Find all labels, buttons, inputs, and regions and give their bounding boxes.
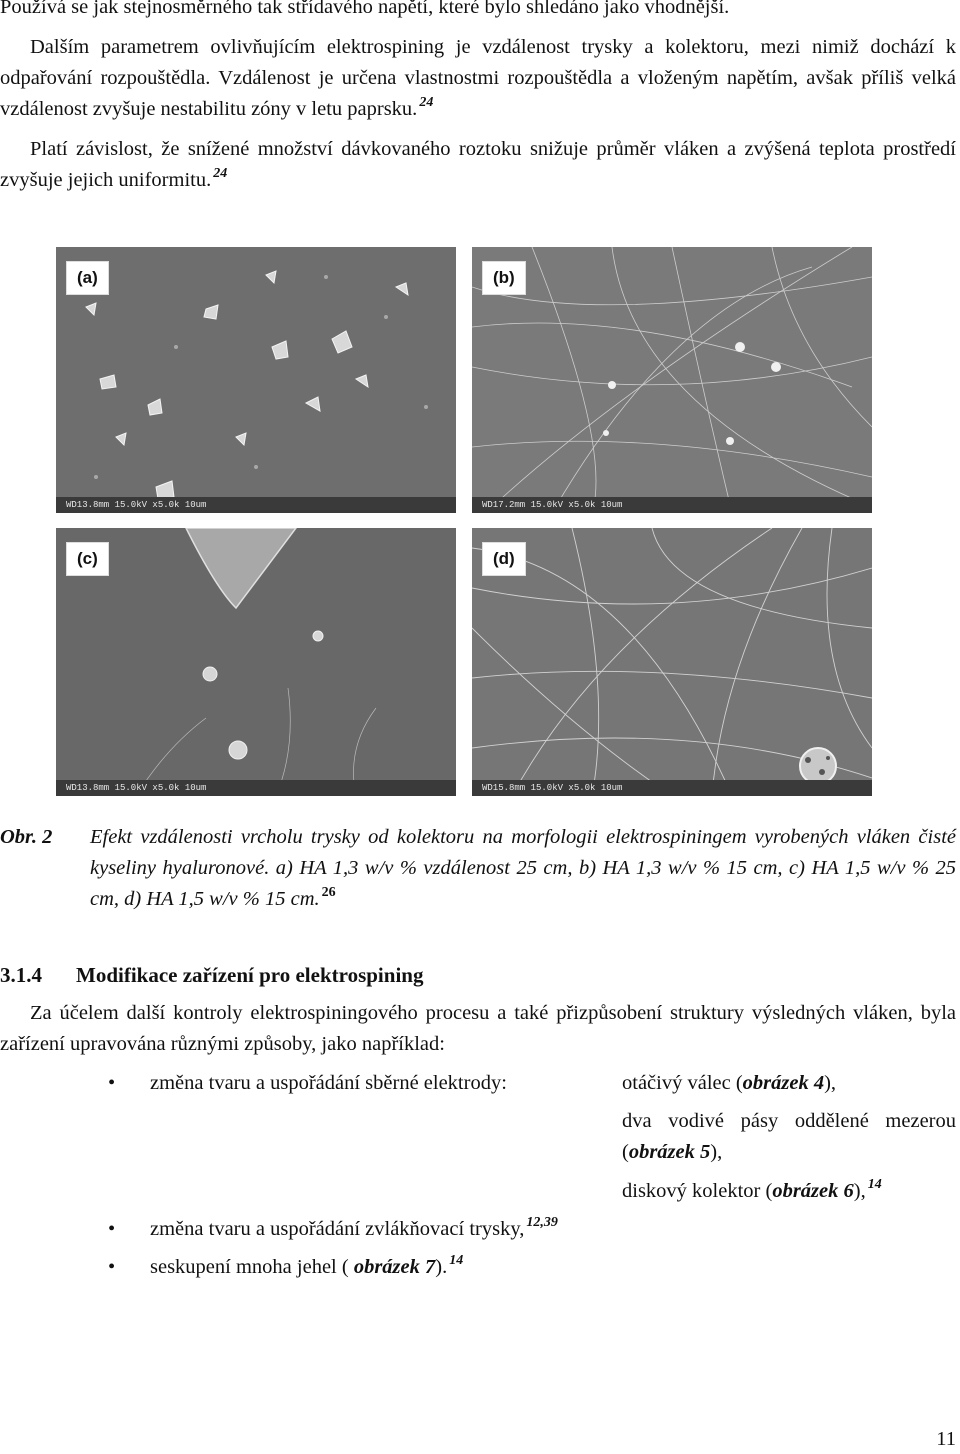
citation: 24 [419, 95, 434, 110]
sem-panel-a [56, 247, 456, 513]
sem-panel-c [56, 528, 456, 796]
figure-caption [0, 822, 956, 915]
bullet-marker: • [108, 1218, 116, 1240]
citation: 24 [213, 166, 228, 181]
sem-panel-d [472, 528, 872, 796]
citation: 14 [449, 1253, 464, 1268]
bullet-marker: • [108, 1256, 116, 1278]
sem-info-bar: WD13.8mm 15.0kV x5.0k 10um [56, 780, 456, 796]
bullet-item: změna tvaru a uspořádání sběrné elektrody: [150, 1072, 507, 1094]
bullet-item: seskupení mnoha jehel ( obrázek 7). $^{14}$ [150, 1253, 464, 1278]
caption-label: Obr. 2 [0, 826, 53, 848]
sem-info-bar: WD15.8mm 15.0kV x5.0k 10um [472, 780, 872, 796]
paragraph-modifications: Za účelem další kontroly elektrospiningového procesu a také přizpůsobení struktury výsledných vláken, byla zařízení upravována různými způsoby, jako například: [0, 1002, 956, 1055]
citation: 12,39 [526, 1215, 558, 1230]
panel-label: (a) [66, 261, 109, 295]
sem-figure [56, 247, 872, 796]
sem-panel-b [472, 247, 872, 513]
paragraph-line: Používá se jak stejnosměrného tak střídavého napětí, které bylo shledáno jako vhodnější. [0, 0, 730, 18]
panel-label: (d) [482, 542, 526, 576]
citation: 26 [321, 885, 336, 900]
paragraph-uniformity: Platí závislost, že snížené množství dávkovaného roztoku snižuje průměr vláken a zvýšená teplota prostředí zvyšuje jejich uniformitu. $^{24}$ [0, 138, 956, 191]
sem-info-bar: WD13.8mm 15.0kV x5.0k 10um [56, 497, 456, 513]
panel-label: (c) [66, 542, 109, 576]
section-number: 3.1.4 [0, 963, 42, 987]
bullet-item: změna tvaru a uspořádání zvlákňovací trysky, $^{12,39}$ [150, 1215, 558, 1240]
sub-item: dva vodivé pásy oddělené mezerou (obrázek 5), [622, 1110, 956, 1163]
bullet-marker: • [108, 1072, 116, 1094]
sem-info-bar: WD17.2mm 15.0kV x5.0k 10um [472, 497, 872, 513]
caption-text: Efekt vzdálenosti vrcholu trysky od kolektoru na morfologii elektrospiningem vyrobených vláken čisté kyseliny hyaluronové. a) HA 1,3 w/v % vzdálenost 25 cm, b) HA 1,3 w/v % 15 cm, c) HA 1,5 w/v % 25 cm, d) HA 1,5 w/v % 15 cm. [90, 826, 956, 910]
paragraph-distance: Dalším parametrem ovlivňujícím elektrospining je vzdálenost trysky a kolektoru, mezi nimiž dochází k odpařování rozpouštědla. Vzdálenost je určena vlastnostmi rozpouštědla a vloženým napětím, avšak příliš velká vzdálenost zvyšuje nestabilitu zóny v letu paprsku. $^{24}$ [0, 36, 956, 120]
sub-item: diskový kolektor (obrázek 6), $^{14}$ [622, 1177, 882, 1202]
section-heading [0, 960, 423, 991]
page-number: 11 [936, 1428, 956, 1450]
sub-item: otáčivý válec (obrázek 4), [622, 1072, 837, 1094]
citation: 14 [867, 1177, 882, 1192]
section-title: Modifikace zařízení pro elektrospining [76, 963, 424, 987]
panel-label: (b) [482, 261, 526, 295]
